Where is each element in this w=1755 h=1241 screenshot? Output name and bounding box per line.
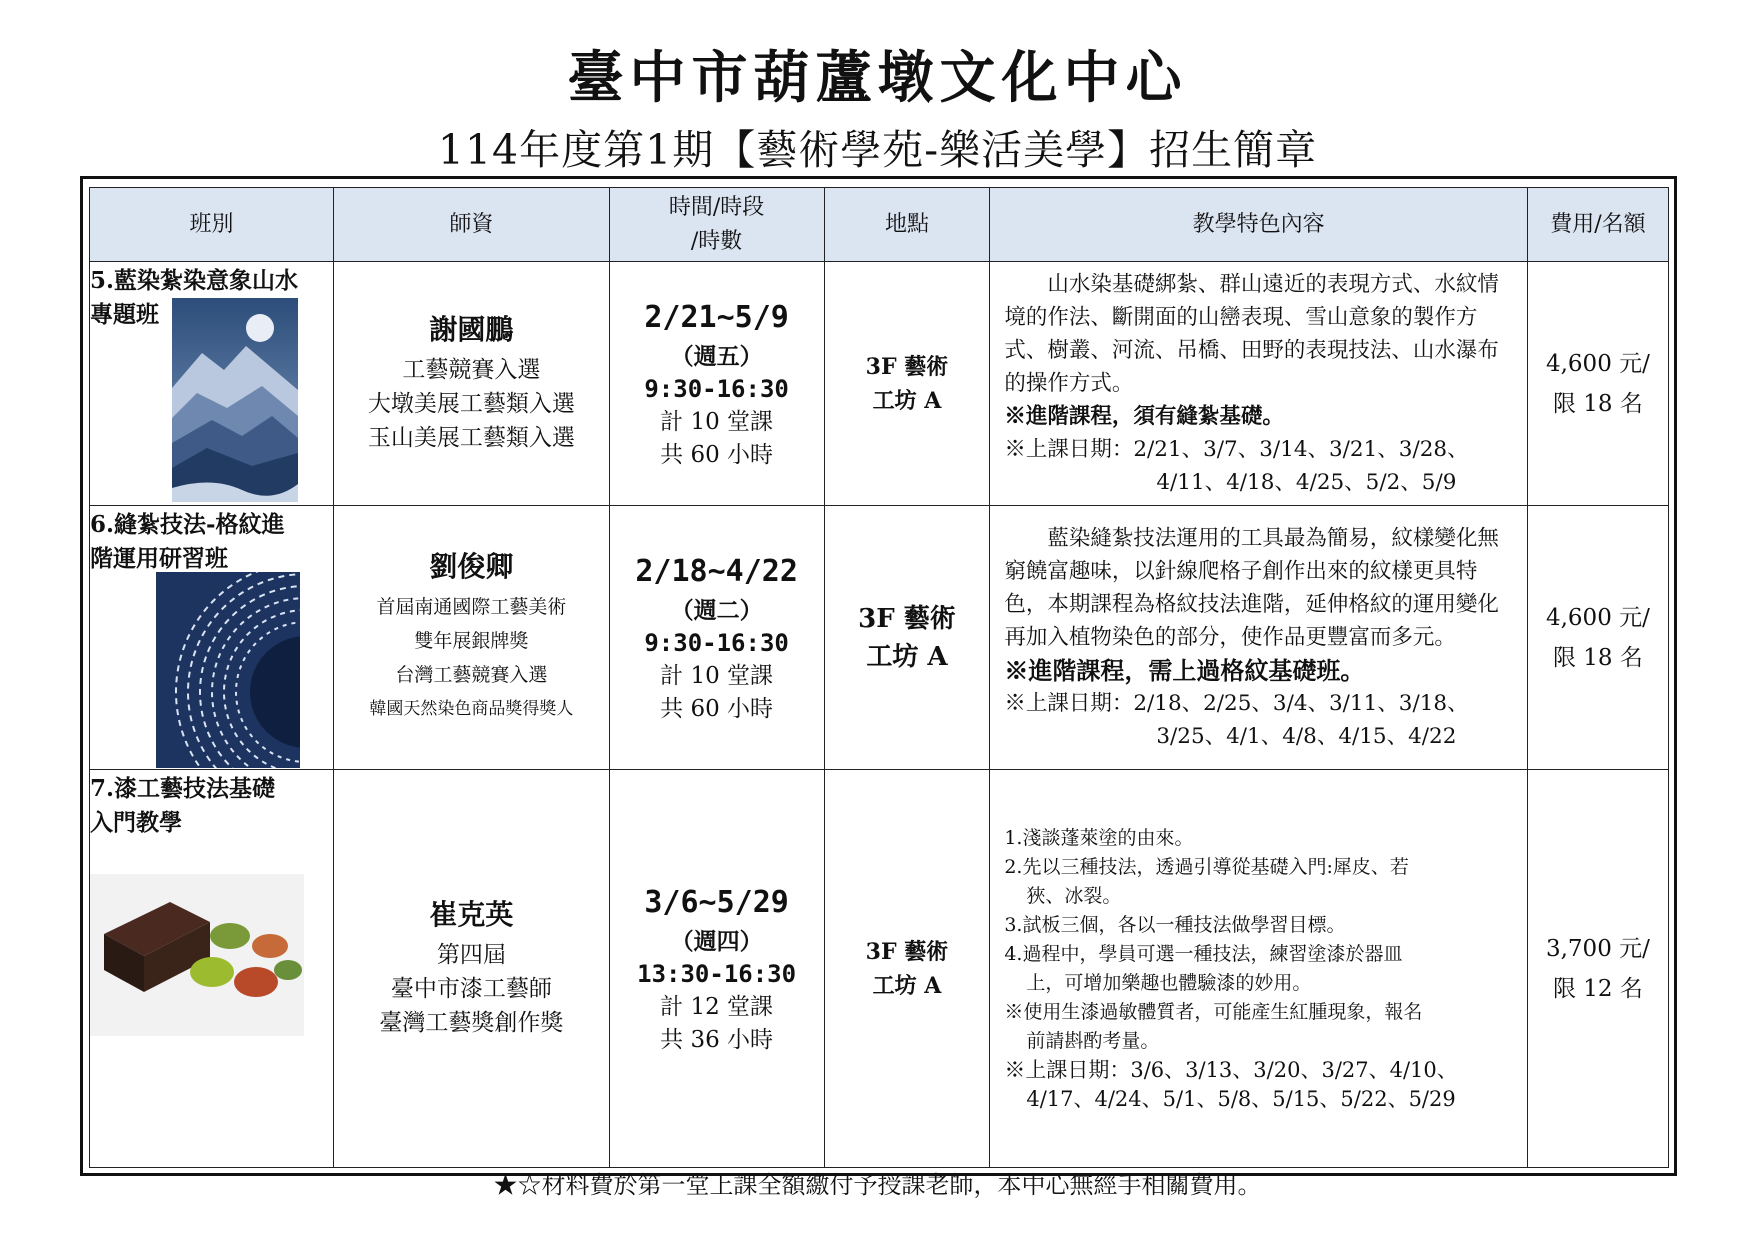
time-cell [609,262,824,506]
course-description: 山水染基礎綁紮、群山遠近的表現方式、水紋情境的作法、斷開面的山巒表現、雪山意象的製作方式、樹叢、河流、吊橋、田野的表現技法、山水瀑布的操作方式。 [1004,272,1499,396]
teacher-cell [334,262,609,506]
col-header-teacher: 師資 [334,188,609,262]
course-hours: 9:30-16:30 [644,374,789,403]
teacher-credential: 台灣工藝競賽入選 [395,663,548,686]
course-sessions: 計 10 堂課 [660,662,774,689]
course-schedule: ※上課日期：2/18、2/25、3/4、3/11、3/18、 [1004,691,1469,716]
org-title: 臺中市葫蘆墩文化中心 [567,46,1188,111]
class-name: 6.縫紮技法-格紋進 階運用研習班 [90,511,285,572]
teacher-credential: 玉山美展工藝類入選 [367,424,575,451]
teacher-name: 劉俊卿 [429,549,514,583]
course-schedule-cont: 4/17、4/24、5/1、5/8、5/15、5/22、5/29 [1026,1086,1456,1111]
col-header-class: 班別 [90,188,334,262]
course-total-hours: 共 36 小時 [660,1026,774,1053]
table-row [90,262,1669,506]
teacher-credential: 臺灣工藝獎創作獎 [379,1009,564,1036]
teacher-credential: 韓國天然染色商品獎得獎人 [369,698,574,719]
teacher-credential: 第四屆 [436,941,506,968]
col-header-content: 教學特色內容 [990,188,1528,262]
col-header-place: 地點 [824,188,990,262]
teacher-credential: 工藝競賽入選 [402,356,541,383]
teacher-cell [334,506,609,770]
class-name-cell [90,770,334,1168]
teacher-name: 謝國鵬 [429,312,514,346]
time-cell [609,770,824,1168]
course-dates: 3/6~5/29 [644,884,789,920]
fee-cell: 4,600 元/ 限 18 名 [1527,506,1668,770]
class-name-cell [90,506,334,770]
course-weekday: （週二） [670,596,763,624]
course-sessions: 計 10 堂課 [660,408,774,435]
course-table [89,187,1669,1168]
place-cell: 3F 藝術 工坊 A [824,506,990,770]
indigo-landscape-image [172,298,298,502]
course-schedule: ※上課日期：2/21、3/7、3/14、3/21、3/28、 [1004,437,1469,462]
class-name: 5.藍染紮染意象山水 專題班 [90,267,299,328]
table-row [90,770,1669,1168]
course-total-hours: 共 60 小時 [660,695,774,722]
course-weekday: （週四） [670,927,763,955]
course-total-hours: 共 60 小時 [660,441,774,468]
course-note: ※進階課程，需上過格紋基礎班。 [1004,656,1365,685]
content-cell [990,770,1528,1168]
col-header-time: 時間/時段 /時數 [609,188,824,262]
content-cell [990,262,1528,506]
teacher-credential: 雙年展銀牌獎 [414,629,529,652]
teacher-credential: 大墩美展工藝類入選 [367,390,575,417]
content-cell [990,506,1528,770]
course-sessions: 計 12 堂課 [660,993,774,1020]
content-item-cont: 狹、冰裂。 [1026,884,1122,907]
place-cell: 3F 藝術 工坊 A [824,262,990,506]
indigo-grid-pattern-image [156,572,300,768]
page-title: 114年度第1期【藝術學苑-樂活美學】招生簡章 [437,126,1318,174]
footnote: ★☆材料費於第一堂上課全額繳付予授課老師，本中心無經手相關費用。 [493,1171,1262,1199]
table-header-row [90,188,1669,262]
course-weekday: （週五） [670,342,763,370]
lacquerware-image [90,874,304,1036]
content-item: 3.試板三個，各以一種技法做學習目標。 [1004,913,1346,936]
fee-cell: 4,600 元/ 限 18 名 [1527,262,1668,506]
course-note: ※進階課程，須有縫紮基礎。 [1004,404,1284,429]
fee-cell: 3,700 元/ 限 12 名 [1527,770,1668,1168]
course-dates: 2/21~5/9 [644,299,789,335]
content-item: 1.淺談蓬萊塗的由來。 [1004,826,1194,849]
course-schedule-cont: 3/25、4/1、4/8、4/15、4/22 [1156,724,1457,749]
content-item: 4.過程中，學員可選一種技法，練習塗漆於器皿 [1004,942,1403,965]
course-schedule: ※上課日期：3/6、3/13、3/20、3/27、4/10、 [1004,1057,1458,1082]
class-name-cell [90,262,334,506]
course-description: 藍染縫紮技法運用的工具最為簡易，紋樣變化無窮饒富趣味，以針線爬格子創作出來的紋樣更具特色，本期課程為格紋技法進階，延伸格紋的運用變化再加入植物染色的部分，使作品更豐富而多元。 [1004,526,1499,650]
content-item-cont: 上，可增加樂趣也體驗漆的妙用。 [1026,971,1312,994]
col-header-fee: 費用/名額 [1527,188,1668,262]
teacher-cell [334,770,609,1168]
course-schedule-cont: 4/11、4/18、4/25、5/2、5/9 [1156,470,1457,495]
content-item-cont: 前請斟酌考量。 [1026,1029,1160,1052]
time-cell [609,506,824,770]
content-item: ※使用生漆過敏體質者，可能產生紅腫現象，報名 [1004,1000,1423,1023]
teacher-credential: 臺中市漆工藝師 [390,975,552,1002]
content-item: 2.先以三種技法，透過引導從基礎入門:犀皮、若 [1004,855,1409,878]
class-name: 7.漆工藝技法基礎 入門教學 [90,775,276,836]
course-dates: 2/18~4/22 [635,553,798,589]
table-row [90,506,1669,770]
teacher-name: 崔克英 [429,897,514,931]
course-hours: 9:30-16:30 [644,628,789,657]
course-hours: 13:30-16:30 [637,959,797,988]
teacher-credential: 首屆南通國際工藝美術 [376,595,567,618]
place-cell: 3F 藝術 工坊 A [824,770,990,1168]
